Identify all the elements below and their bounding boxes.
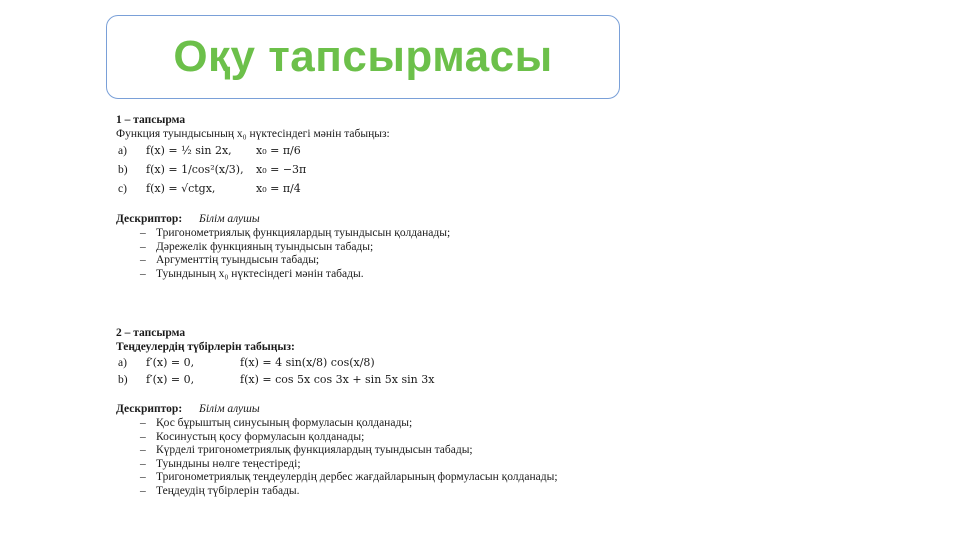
bullet-dash: – <box>140 444 146 456</box>
task2-descriptor-list <box>116 416 656 497</box>
descriptor-text: Дәрежелік функцияның туындысын табады; <box>156 240 374 253</box>
task2-descriptor-heading <box>116 402 656 416</box>
descriptor-text: Тригонометриялық теңдеулердің дербес жағдайларының формуласын қолданады; <box>156 471 558 483</box>
task2-equation-b <box>116 371 656 388</box>
task2-instruction: Теңдеулердің түбірлерін табыңыз: <box>116 341 295 353</box>
problem-function: f(x) = 1/cos²(x/3), <box>146 162 244 176</box>
equation-derivative: f′(x) = 0, <box>146 355 195 369</box>
problem-function: f(x) = √ctgx, <box>146 181 216 195</box>
list-item <box>116 253 646 267</box>
descriptor-label: Дескриптор: <box>116 403 183 415</box>
list-item <box>116 443 656 457</box>
task1-problem-b <box>116 160 646 179</box>
descriptor-text: Теңдеудің түбірлерін табады. <box>156 484 300 497</box>
problem-label: a) <box>118 144 127 157</box>
task1-instruction: Функция туындысының x₀ нүктесіндегі мәнін табыңыз: <box>116 128 390 140</box>
problem-point: x₀ = π/4 <box>256 181 301 195</box>
task2-equation-a <box>116 354 656 371</box>
list-item <box>116 484 656 498</box>
task2-section <box>116 326 656 497</box>
descriptor-text: Туындының x₀ нүктесіндегі мәнін табады. <box>156 267 364 280</box>
title-box <box>106 15 620 99</box>
equation-function: f(x) = 4 sin(x/8) cos(x/8) <box>240 355 375 369</box>
problem-point: x₀ = π/6 <box>256 143 301 157</box>
list-item <box>116 470 656 484</box>
descriptor-text: Аргументтің туындысын табады; <box>156 254 320 266</box>
slide-title: Оқу тапсырмасы <box>173 32 553 81</box>
descriptor-text: Тригонометриялық функциялардың туындысын қолданады; <box>156 227 451 239</box>
problem-label: b) <box>118 163 128 176</box>
descriptor-text: Күрделі тригонометриялық функциялардың туындысын табады; <box>156 444 473 456</box>
bullet-dash: – <box>140 254 146 266</box>
descriptor-label: Дескриптор: <box>116 213 183 225</box>
task1-descriptor-heading <box>116 212 646 226</box>
task1-problem-a <box>116 141 646 160</box>
problem-label: c) <box>118 182 127 195</box>
list-item <box>116 267 646 281</box>
task1-section <box>116 113 646 280</box>
list-item <box>116 457 656 471</box>
task1-descriptor-list <box>116 226 646 280</box>
bullet-dash: – <box>140 430 146 443</box>
list-item <box>116 430 656 444</box>
bullet-dash: – <box>140 457 146 470</box>
equation-derivative: f′(x) = 0, <box>146 372 195 386</box>
bullet-dash: – <box>140 267 146 280</box>
descriptor-text: Қос бұрыштың синусының формуласын қолданады; <box>156 417 413 429</box>
bullet-dash: – <box>140 417 146 429</box>
bullet-dash: – <box>140 240 146 253</box>
task1-heading: 1 – тапсырма <box>116 114 186 126</box>
bullet-dash: – <box>140 471 146 483</box>
descriptor-sub: Білім алушы <box>199 213 260 225</box>
problem-function: f(x) = ½ sin 2x, <box>146 143 232 157</box>
task1-problem-c <box>116 179 646 198</box>
list-item <box>116 416 656 430</box>
bullet-dash: – <box>140 484 146 497</box>
list-item <box>116 226 646 240</box>
task2-heading: 2 – тапсырма <box>116 327 186 339</box>
equation-label: b) <box>118 373 128 386</box>
equation-function: f(x) = cos 5x cos 3x + sin 5x sin 3x <box>240 372 435 386</box>
descriptor-text: Туындыны нөлге теңестіреді; <box>156 457 301 470</box>
descriptor-sub: Білім алушы <box>199 403 260 415</box>
problem-point: x₀ = −3π <box>256 162 307 176</box>
descriptor-text: Косинустың қосу формуласын қолданады; <box>156 430 365 443</box>
bullet-dash: – <box>140 227 146 239</box>
equation-label: a) <box>118 356 127 369</box>
list-item <box>116 240 646 254</box>
